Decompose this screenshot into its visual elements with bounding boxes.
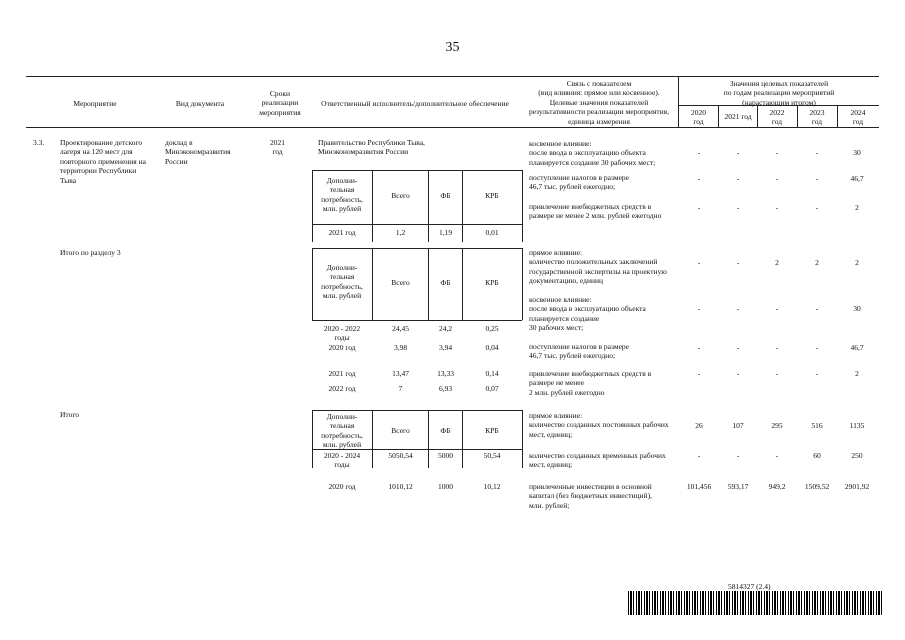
fin-fb: 6,93 bbox=[438, 384, 453, 393]
value-cell: - bbox=[775, 343, 779, 352]
row3-indicator-3: привлеченные инвестиции в основной капитал (без бюджетных инвестиций), млн. рублей; bbox=[529, 482, 652, 510]
value-cell: - bbox=[736, 451, 740, 460]
header-executor: Ответственный исполнитель/дополнительное обеспечение bbox=[321, 99, 509, 108]
value-cell: - bbox=[775, 369, 779, 378]
value-cell: - bbox=[697, 148, 701, 157]
value-cell: - bbox=[736, 258, 740, 267]
value-cell: 101,456 bbox=[686, 482, 712, 491]
value-cell: - bbox=[697, 258, 701, 267]
value-cell: - bbox=[775, 174, 779, 183]
row3-indicator-2: количество созданных временных рабочих мест, единиц; bbox=[529, 451, 666, 470]
fin-krb: 50,54 bbox=[483, 451, 501, 460]
value-cell: 250 bbox=[851, 451, 863, 460]
table-top-rule bbox=[26, 76, 879, 77]
value-cell: 2 bbox=[855, 258, 859, 267]
value-cell: 60 bbox=[813, 451, 821, 460]
row2-indicator-1: прямое влияние: количество положительных заключений государственной экспертизы на проектную документацию, единиц bbox=[529, 248, 667, 286]
fin-fb: 5000 bbox=[438, 451, 453, 460]
fin-krb-header: КРБ bbox=[485, 191, 499, 200]
header-indicator-link: Связь с показателем (вид влияния: прямое или косвенное). Целевые значения показателей результативности реализации мероприятия, единица измерения bbox=[528, 79, 669, 126]
fin-krb: 10,12 bbox=[483, 482, 501, 491]
fin-total: 7 bbox=[398, 384, 403, 393]
value-cell: - bbox=[736, 203, 740, 212]
value-cell: - bbox=[775, 304, 779, 313]
fin-period: 2020 - 2022 годы bbox=[323, 324, 361, 343]
value-cell: 1509,52 bbox=[804, 482, 830, 491]
value-cell: - bbox=[775, 148, 779, 157]
fin-fb: 3,94 bbox=[438, 343, 453, 352]
header-year-2024: 2024 год bbox=[850, 108, 866, 127]
value-cell: 516 bbox=[811, 421, 823, 430]
value-cell: 46,7 bbox=[850, 343, 864, 352]
value-cell: 2 bbox=[775, 258, 779, 267]
header-year-2023: 2023 год bbox=[809, 108, 825, 127]
value-cell: 30 bbox=[853, 148, 861, 157]
fin-krb-header: КРБ bbox=[485, 278, 499, 287]
value-cell: 2 bbox=[855, 203, 859, 212]
header-year-2020: 2020 год bbox=[691, 108, 706, 127]
row1-indicator-1: косвенное влияние: после ввода в эксплуатацию объекта планируется создание 30 рабочих мест; bbox=[529, 139, 656, 167]
fin-fb: 13,33 bbox=[437, 369, 454, 378]
value-cell: - bbox=[775, 203, 779, 212]
header-event: Мероприятие bbox=[73, 99, 117, 108]
value-cell: - bbox=[697, 174, 701, 183]
value-cell: - bbox=[815, 369, 819, 378]
value-cell: - bbox=[815, 148, 819, 157]
page-number: 35 bbox=[445, 40, 460, 55]
value-cell: 593,17 bbox=[727, 482, 749, 491]
row2-indicator-4: привлечение внебюджетных средств в размере не менее 2 млн. рублей ежегодно bbox=[529, 369, 652, 397]
fin-krb: 0,14 bbox=[485, 369, 499, 378]
value-cell: - bbox=[815, 343, 819, 352]
value-cell: - bbox=[815, 203, 819, 212]
value-cell: - bbox=[736, 174, 740, 183]
fin-fb-header: ФБ bbox=[440, 426, 451, 435]
value-cell: 107 bbox=[732, 421, 744, 430]
row1-terms: 2021 год bbox=[270, 138, 285, 157]
row1-indicator-2: поступление налогов в размере 46,7 тыс. рублей ежегодно; bbox=[529, 173, 629, 192]
fin-krb: 0,04 bbox=[485, 343, 499, 352]
fin-label: Дополни- тельная потребность, млн. рублей bbox=[321, 412, 363, 450]
fin-krb: 0,25 bbox=[485, 324, 499, 333]
header-year-2022: 2022 год bbox=[769, 108, 785, 127]
fin-total-header: Всего bbox=[391, 191, 410, 200]
fin-period: 2020 год bbox=[328, 482, 356, 491]
value-cell: - bbox=[815, 304, 819, 313]
value-cell: 2901,92 bbox=[844, 482, 870, 491]
fin-fb: 1000 bbox=[438, 482, 453, 491]
value-cell: - bbox=[697, 451, 701, 460]
value-cell: 30 bbox=[853, 304, 861, 313]
fin-fb-header: ФБ bbox=[440, 278, 451, 287]
row2-indicator-2: косвенное влияние: после ввода в эксплуатацию объекта планируется создание 30 рабочих мест; bbox=[529, 295, 646, 333]
value-cell: 295 bbox=[771, 421, 783, 430]
row3-indicator-1: прямое влияние: количество созданных постоянных рабочих мест, единиц; bbox=[529, 411, 669, 439]
row-number: 3.3. bbox=[33, 138, 45, 147]
row1-document: доклад в Минэкономразвития России bbox=[165, 138, 231, 166]
fin-fb-header: ФБ bbox=[440, 191, 451, 200]
row2-indicator-3: поступление налогов в размере 46,7 тыс. рублей ежегодно; bbox=[529, 342, 629, 361]
header-terms: Сроки реализации мероприятия bbox=[259, 89, 301, 117]
value-cell: - bbox=[697, 369, 701, 378]
header-year-2021: 2021 год bbox=[724, 112, 752, 121]
value-cell: - bbox=[815, 174, 819, 183]
value-cell: - bbox=[697, 343, 701, 352]
fin-fb: 24,2 bbox=[438, 324, 453, 333]
fin-total: 1,2 bbox=[395, 228, 406, 237]
value-cell: 2 bbox=[815, 258, 819, 267]
fin-period: 2020 - 2024 годы bbox=[323, 451, 361, 470]
fin-period: 2021 год bbox=[328, 369, 356, 378]
fin-krb: 0,01 bbox=[485, 228, 499, 237]
value-cell: - bbox=[736, 369, 740, 378]
fin-label: Дополни- тельная потребность, млн. рублей bbox=[321, 263, 363, 301]
fin-total: 24,45 bbox=[392, 324, 409, 333]
value-cell: - bbox=[736, 148, 740, 157]
barcode-image bbox=[628, 591, 882, 615]
fin-total: 3,98 bbox=[393, 343, 408, 352]
fin-total-header: Всего bbox=[391, 278, 410, 287]
fin-fb: 1,19 bbox=[438, 228, 453, 237]
fin-krb-header: КРБ bbox=[485, 426, 499, 435]
fin-period: 2021 год bbox=[328, 228, 356, 237]
fin-total-header: Всего bbox=[391, 426, 410, 435]
value-cell: 2 bbox=[855, 369, 859, 378]
fin-krb: 0,07 bbox=[485, 384, 499, 393]
row1-event: Проектирование детского лагеря на 120 мест для повторного применения на территории Республики Тыва bbox=[60, 138, 146, 185]
table-header-rule bbox=[26, 127, 879, 128]
value-cell: - bbox=[736, 343, 740, 352]
values-column-border bbox=[678, 76, 679, 127]
value-cell: - bbox=[697, 203, 701, 212]
fin-total: 13,47 bbox=[392, 369, 409, 378]
value-cell: - bbox=[775, 451, 779, 460]
row3-event: Итого bbox=[60, 410, 79, 419]
fin-total: 5050,54 bbox=[388, 451, 413, 460]
value-cell: 949,2 bbox=[768, 482, 786, 491]
value-cell: - bbox=[736, 304, 740, 313]
value-cell: 46,7 bbox=[850, 174, 864, 183]
row1-executor: Правительство Республики Тыва, Минэкономразвития России bbox=[318, 138, 425, 157]
header-document: Вид документа bbox=[175, 99, 225, 108]
value-cell: - bbox=[697, 304, 701, 313]
fin-label: Дополни- тельная потребность, млн. рублей bbox=[321, 176, 363, 214]
row1-indicator-3: привлечение внебюджетных средств в размере не менее 2 млн. рублей ежегодно bbox=[529, 202, 662, 221]
header-target-values: Значения целевых показателей по годам реализации мероприятий (нарастающим итогом) bbox=[723, 79, 835, 107]
fin-period: 2020 год bbox=[328, 343, 356, 352]
fin-period: 2022 год bbox=[328, 384, 356, 393]
value-cell: 26 bbox=[695, 421, 703, 430]
fin-total: 1010,12 bbox=[388, 482, 413, 491]
document-code: 5814327 (2.4) bbox=[728, 582, 771, 591]
value-cell: 1135 bbox=[849, 421, 865, 430]
row2-event: Итого по разделу 3 bbox=[60, 248, 121, 257]
